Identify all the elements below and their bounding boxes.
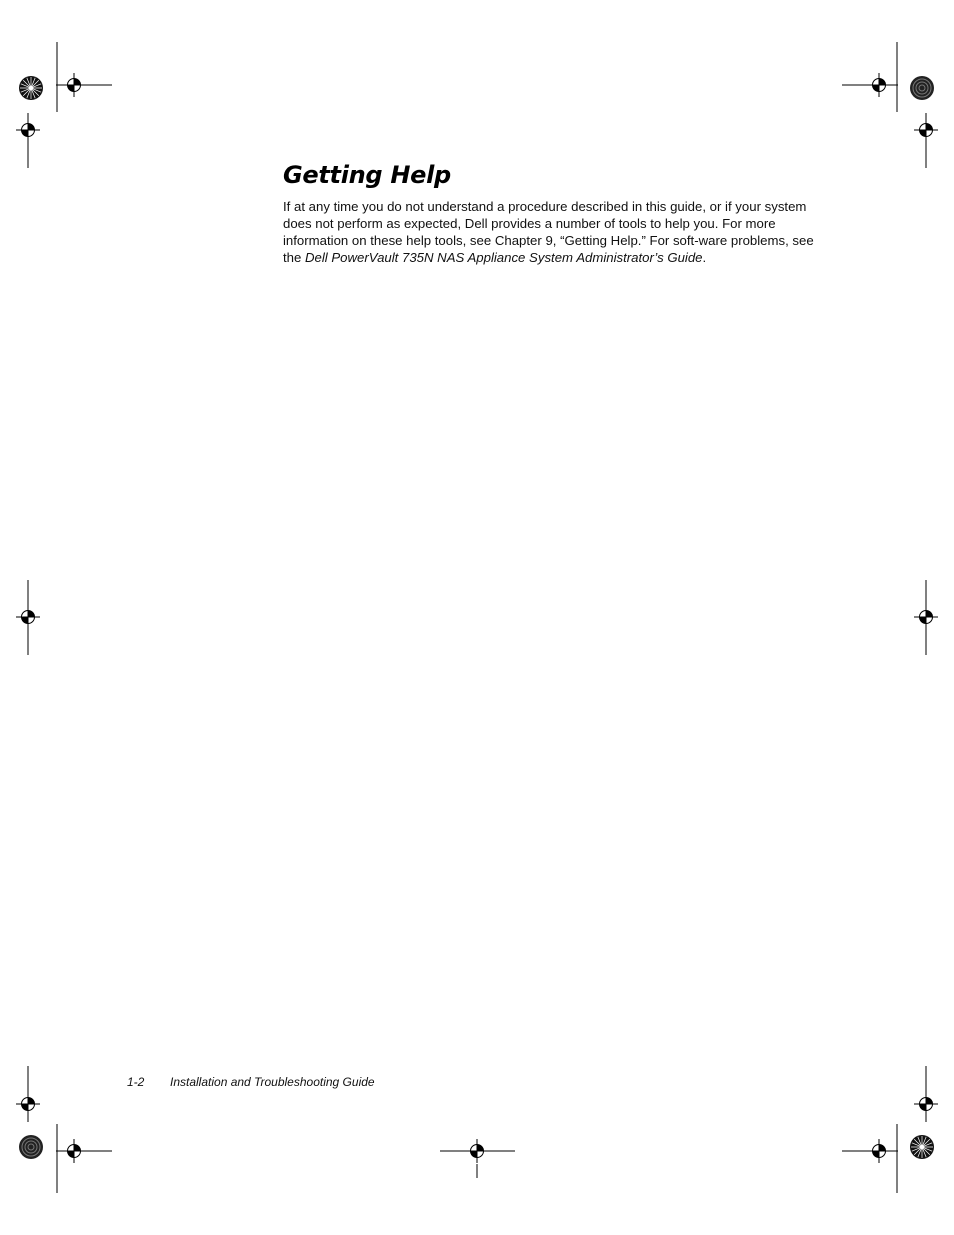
starburst-mark-top-left — [19, 76, 43, 100]
paragraph-text: If at any time you do not understand a procedure described in this guide, or if your system does not perform as expected, Dell provides a number of tools to help you. For more information on these help tools, see Chapter 9, “Getting Help.” For soft-ware problems, see the — [283, 199, 814, 265]
registration-mark-right-lower — [914, 1092, 938, 1116]
registration-mark-left-lower — [16, 1092, 40, 1116]
ring-mark-top-right — [910, 76, 934, 100]
registration-mark-bottom-left — [62, 1139, 86, 1163]
page-number: 1-2 — [127, 1075, 145, 1089]
referenced-guide-title: Dell PowerVault 735N NAS Appliance System Administrator’s Guide — [305, 250, 703, 265]
registration-mark-left-upper — [16, 118, 40, 142]
registration-mark-top-left — [62, 73, 86, 97]
registration-mark-bottom-right — [867, 1139, 891, 1163]
paragraph-end-punctuation: . — [702, 250, 707, 265]
registration-mark-bottom-center — [465, 1139, 489, 1163]
ring-mark-bottom-left — [19, 1135, 43, 1159]
registration-mark-left-middle — [16, 605, 40, 629]
starburst-mark-bottom-right — [910, 1135, 934, 1159]
section-heading: Getting Help — [283, 161, 451, 189]
registration-mark-top-right — [867, 73, 891, 97]
registration-mark-right-middle — [914, 605, 938, 629]
page-footer — [127, 1075, 375, 1089]
section-paragraph — [283, 198, 818, 266]
document-title: Installation and Troubleshooting Guide — [170, 1075, 375, 1089]
section-getting-help — [283, 158, 818, 266]
registration-mark-right-upper — [914, 118, 938, 142]
